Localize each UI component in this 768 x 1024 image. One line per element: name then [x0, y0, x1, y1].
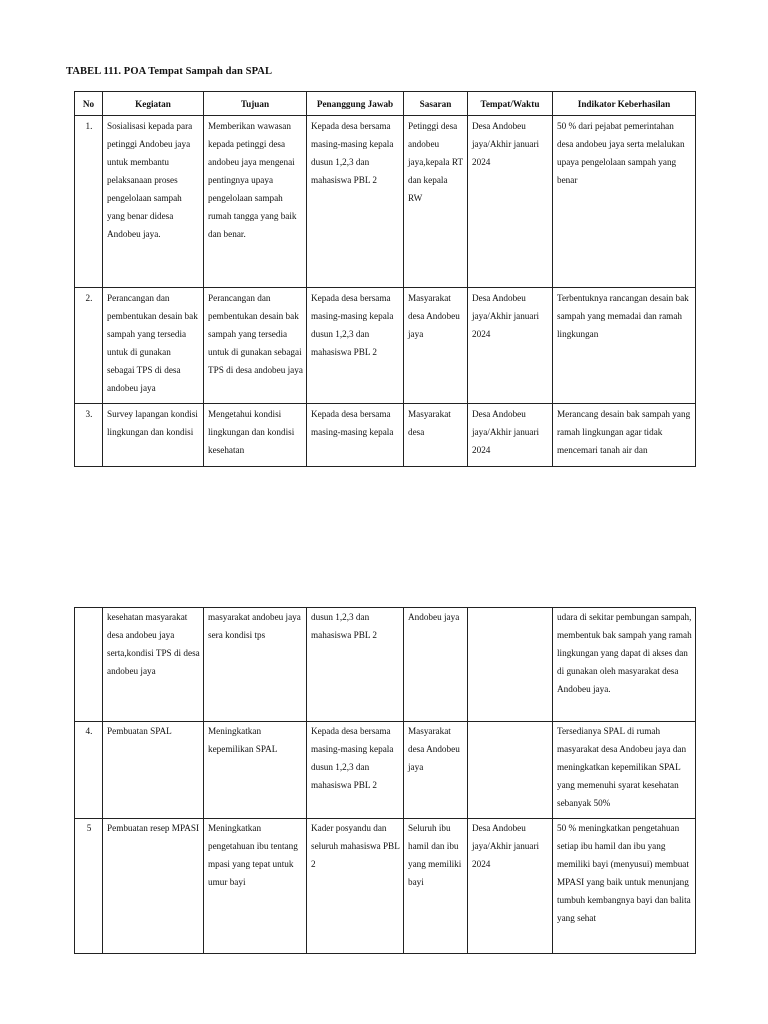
cell-tempat-waktu: Desa Andobeu jaya/Akhir januari 2024	[468, 404, 553, 467]
cell-kegiatan: Survey lapangan kondisi lingkungan dan kondisi	[103, 404, 204, 467]
cell-kegiatan: Perancangan dan pembentukan desain bak sampah yang tersedia untuk di gunakan sebagai TPS di desa andobeu jaya	[103, 288, 204, 404]
cell-sasaran: Andobeu jaya	[404, 608, 468, 722]
cell-kegiatan: kesehatan masyarakat desa andobeu jaya serta,kondisi TPS di desa andobeu jaya	[103, 608, 204, 722]
cell-penanggung-jawab: Kader posyandu dan seluruh mahasiswa PBL 2	[307, 819, 404, 954]
cell-tempat-waktu: Desa Andobeu jaya/Akhir januari 2024	[468, 288, 553, 404]
table-row	[75, 288, 696, 404]
cell-tujuan: Mengetahui kondisi lingkungan dan kondisi kesehatan	[204, 404, 307, 467]
cell-tujuan: Memberikan wawasan kepada petinggi desa andobeu jaya mengenai pentingnya upaya pengelolaan sampah rumah tangga yang baik dan benar.	[204, 116, 307, 288]
cell-sasaran: Masyarakat desa	[404, 404, 468, 467]
cell-tujuan: Meningkatkan kepemilikan SPAL	[204, 722, 307, 819]
table-row	[75, 608, 696, 722]
table-header-row	[75, 92, 696, 116]
cell-tempat-waktu: Desa Andobeu jaya/Akhir januari 2024	[468, 819, 553, 954]
header-indikator: Indikator Keberhasilan	[553, 92, 696, 116]
cell-no: 1.	[75, 116, 103, 288]
table-row	[75, 819, 696, 954]
cell-penanggung-jawab: Kepada desa bersama masing-masing kepala	[307, 404, 404, 467]
cell-penanggung-jawab: Kepada desa bersama masing-masing kepala dusun 1,2,3 dan mahasiswa PBL 2	[307, 722, 404, 819]
cell-no: 4.	[75, 722, 103, 819]
header-kegiatan: Kegiatan	[103, 92, 204, 116]
header-sasaran: Sasaran	[404, 92, 468, 116]
cell-tempat-waktu: Desa Andobeu jaya/Akhir januari 2024	[468, 116, 553, 288]
table-row	[75, 116, 696, 288]
header-tempat-waktu: Tempat/Waktu	[468, 92, 553, 116]
cell-kegiatan: Pembuatan resep MPASI	[103, 819, 204, 954]
cell-sasaran: Petinggi desa andobeu jaya,kepala RT dan kepala RW	[404, 116, 468, 288]
cell-indikator: Merancang desain bak sampah yang ramah lingkungan agar tidak mencemari tanah air dan	[553, 404, 696, 467]
cell-tempat-waktu	[468, 722, 553, 819]
header-penanggung-jawab: Penanggung Jawab	[307, 92, 404, 116]
cell-indikator: udara di sekitar pembungan sampah, membentuk bak sampah yang ramah lingkungan yang dapat di akses dan di gunakan oleh masyarakat desa Andobeu jaya.	[553, 608, 696, 722]
cell-kegiatan: Pembuatan SPAL	[103, 722, 204, 819]
cell-no: 2.	[75, 288, 103, 404]
cell-no: 5	[75, 819, 103, 954]
cell-tempat-waktu	[468, 608, 553, 722]
cell-tujuan: Perancangan dan pembentukan desain bak sampah yang tersedia untuk di gunakan sebagai TPS di desa andobeu jaya	[204, 288, 307, 404]
header-no: No	[75, 92, 103, 116]
cell-no	[75, 608, 103, 722]
cell-sasaran: Masyarakat desa Andobeu jaya	[404, 722, 468, 819]
poa-table-part-2	[74, 607, 696, 954]
cell-tujuan: Meningkatkan pengetahuan ibu tentang mpasi yang tepat untuk umur bayi	[204, 819, 307, 954]
poa-table-part-1	[74, 91, 696, 467]
cell-penanggung-jawab: Kepada desa bersama masing-masing kepala dusun 1,2,3 dan mahasiswa PBL 2	[307, 288, 404, 404]
cell-indikator: Terbentuknya rancangan desain bak sampah yang memadai dan ramah lingkungan	[553, 288, 696, 404]
cell-no: 3.	[75, 404, 103, 467]
cell-penanggung-jawab: dusun 1,2,3 dan mahasiswa PBL 2	[307, 608, 404, 722]
cell-kegiatan: Sosialisasi kepada para petinggi Andobeu jaya untuk membantu pelaksanaan proses pengelolaan sampah yang benar didesa Andobeu jaya.	[103, 116, 204, 288]
cell-sasaran: Masyarakat desa Andobeu jaya	[404, 288, 468, 404]
table-title: TABEL 111. POA Tempat Sampah dan SPAL	[66, 66, 273, 77]
cell-indikator: 50 % meningkatkan pengetahuan setiap ibu hamil dan ibu yang memiliki bayi (menyusui) membuat MPASI yang baik untuk menunjang tumbuh kembangnya bayi dan balita yang sehat	[553, 819, 696, 954]
cell-indikator: Tersedianya SPAL di rumah masyarakat desa Andobeu jaya dan meningkatkan kepemilikan SPAL yang memenuhi syarat kesehatan sebanyak 50%	[553, 722, 696, 819]
cell-sasaran: Seluruh ibu hamil dan ibu yang memiliki bayi	[404, 819, 468, 954]
cell-tujuan: masyarakat andobeu jaya sera kondisi tps	[204, 608, 307, 722]
table-row	[75, 722, 696, 819]
header-tujuan: Tujuan	[204, 92, 307, 116]
table-row	[75, 404, 696, 467]
cell-indikator: 50 % dari pejabat pemerintahan desa andobeu jaya serta melalukan upaya pengelolaan sampah yang benar	[553, 116, 696, 288]
cell-penanggung-jawab: Kepada desa bersama masing-masing kepala dusun 1,2,3 dan mahasiswa PBL 2	[307, 116, 404, 288]
